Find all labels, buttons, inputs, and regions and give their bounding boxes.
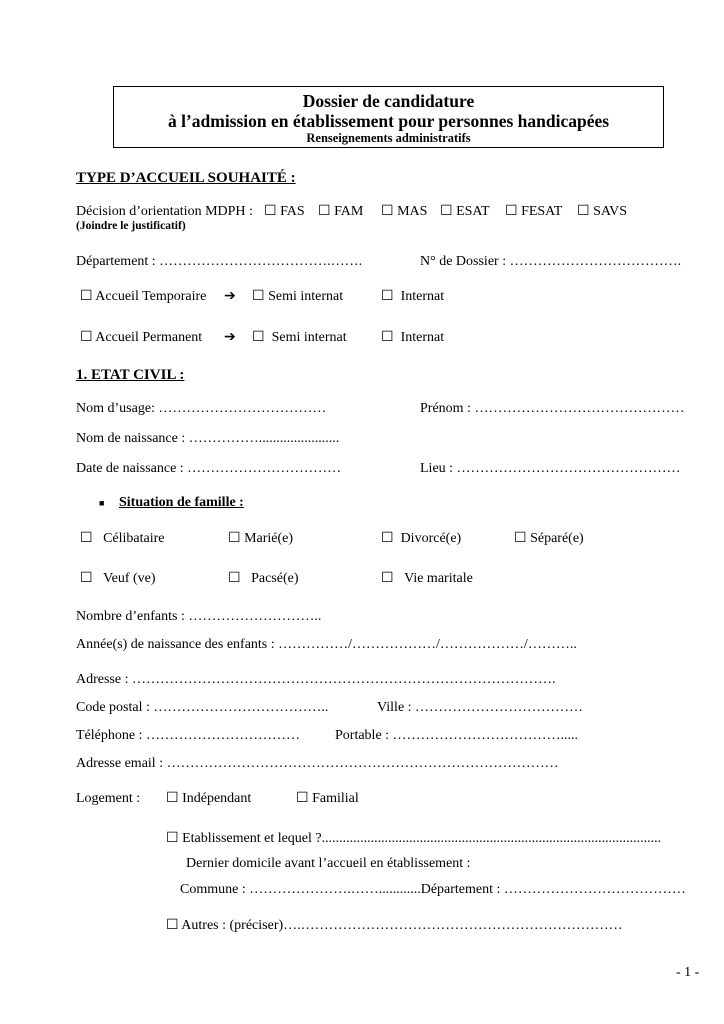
annees-enfants-field[interactable]: Année(s) de naissance des enfants : ……………/………………/………………/……….. [76,637,577,652]
accueil-permanent-option[interactable]: ☐ Accueil Permanent [80,330,203,345]
doc-section-label: Renseignements administratifs [306,131,471,145]
checkbox-icon[interactable]: ☐ [166,831,179,846]
checkbox-icon[interactable]: ☐ [381,571,394,586]
checkbox-icon[interactable]: ☐ [166,791,179,806]
checkbox-icon[interactable]: ☐ [505,204,518,219]
situation-celibataire[interactable]: ☐ Célibataire [80,531,165,546]
nombre-enfants-field[interactable]: Nombre d’enfants : ……………………….. [76,609,322,624]
joindre-note: (Joindre le justificatif) [76,220,186,232]
type-accueil-heading: TYPE D’ACCUEIL SOUHAITÉ : [76,170,296,186]
situation-vie-maritale[interactable]: ☐ Vie maritale [381,571,473,586]
nom-usage-field[interactable]: Nom d’usage: ……………………………… [76,401,327,416]
checkbox-icon[interactable]: ☐ [252,289,265,304]
checkbox-icon[interactable]: ☐ [381,531,394,546]
title-box [113,86,664,148]
checkbox-icon[interactable]: ☐ [318,204,331,219]
commune-departement-field[interactable]: Commune : ………………….……............Département : ………………………………… [180,882,686,897]
portable-field[interactable]: Portable : ………………………………..... [335,728,579,743]
checkbox-icon[interactable]: ☐ [264,204,277,219]
checkbox-icon[interactable]: ☐ [381,289,394,304]
checkbox-icon[interactable]: ☐ [228,531,241,546]
checkbox-icon[interactable]: ☐ [381,330,394,345]
situation-pacse[interactable]: ☐ Pacsé(e) [228,571,299,586]
accueil-temporaire-option[interactable]: ☐ Accueil Temporaire [80,289,207,304]
mdph-option-fas[interactable]: ☐ FAS [264,204,305,219]
doc-title: Dossier de candidature [302,91,475,111]
perm-internat-option[interactable]: ☐ Internat [381,330,445,345]
checkbox-icon[interactable]: ☐ [577,204,590,219]
situation-separe[interactable]: ☐ Séparé(e) [514,531,584,546]
checkbox-icon[interactable]: ☐ [80,531,93,546]
telephone-field[interactable]: Téléphone : …………………………… [76,728,300,743]
checkbox-icon[interactable]: ☐ [296,791,309,806]
perm-semi-internat-option[interactable]: ☐ Semi internat [252,330,347,345]
checkbox-icon[interactable]: ☐ [440,204,453,219]
temp-semi-internat-option[interactable]: ☐ Semi internat [252,289,344,304]
arrow-right-icon: ➔ [224,289,236,304]
mdph-option-fam[interactable]: ☐ FAM [318,204,364,219]
dernier-domicile-label: Dernier domicile avant l’accueil en établissement : [186,856,471,871]
mdph-option-savs[interactable]: ☐ SAVS [577,204,628,219]
mdph-label: Décision d’orientation MDPH : [76,204,253,219]
checkbox-icon[interactable]: ☐ [228,571,241,586]
checkbox-icon[interactable]: ☐ [80,289,93,304]
logement-label: Logement : [76,791,141,806]
nom-naissance-field[interactable]: Nom de naissance : ……………....................... [76,431,340,446]
situation-veuf[interactable]: ☐ Veuf (ve) [80,571,156,586]
doc-subtitle: à l’admission en établissement pour personnes handicapées [167,111,610,131]
arrow-right-icon: ➔ [224,330,236,345]
departement-field[interactable]: Département : ……………………………….……. [76,254,363,269]
mdph-option-mas[interactable]: ☐ MAS [381,204,428,219]
mdph-option-fesat[interactable]: ☐ FESAT [505,204,563,219]
checkbox-icon[interactable]: ☐ [80,330,93,345]
lieu-field[interactable]: Lieu : ………………………………………… [420,461,681,476]
ville-field[interactable]: Ville : ……………………………… [377,700,584,715]
page-number: - 1 - [676,965,700,980]
code-postal-field[interactable]: Code postal : ……………………………….. [76,700,329,715]
email-field[interactable]: Adresse email : ………………………………………………………………………… [76,756,559,771]
logement-etablissement[interactable]: ☐ Etablissement et lequel ?................................................................................................. [166,831,662,846]
dossier-number-field[interactable]: N° de Dossier : ………………………………. [420,254,682,269]
situation-divorce[interactable]: ☐ Divorcé(e) [381,531,462,546]
square-bullet-icon: ■ [99,498,105,508]
checkbox-icon[interactable]: ☐ [252,330,265,345]
checkbox-icon[interactable]: ☐ [514,531,527,546]
prenom-field[interactable]: Prénom : ……………………………………… [420,401,685,416]
temp-internat-option[interactable]: ☐ Internat [381,289,445,304]
adresse-field[interactable]: Adresse : ………………………………………………………………………………. [76,672,556,687]
date-naissance-field[interactable]: Date de naissance : …………………………… [76,461,342,476]
checkbox-icon[interactable]: ☐ [166,918,179,933]
mdph-option-esat[interactable]: ☐ ESAT [440,204,490,219]
situation-famille-heading: Situation de famille : [119,495,244,510]
checkbox-icon[interactable]: ☐ [80,571,93,586]
logement-familial[interactable]: ☐ Familial [296,791,359,806]
situation-marie[interactable]: ☐ Marié(e) [228,531,294,546]
logement-independant[interactable]: ☐ Indépendant [166,791,252,806]
logement-autres[interactable]: ☐ Autres : (préciser)….…………………………………………………………… [166,918,623,933]
checkbox-icon[interactable]: ☐ [381,204,394,219]
etat-civil-heading: 1. ETAT CIVIL : [76,367,185,383]
